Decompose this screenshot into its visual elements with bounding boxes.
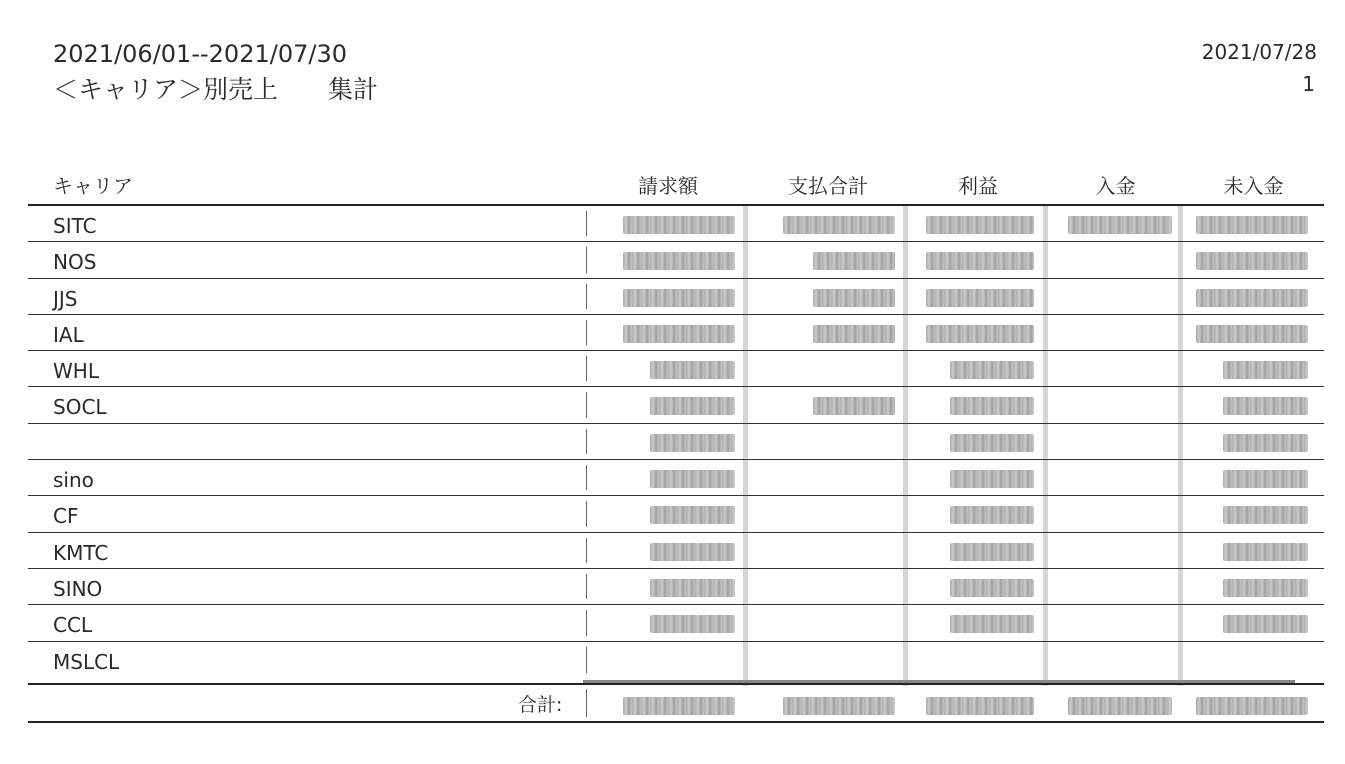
obscured-value <box>1196 325 1308 343</box>
obscured-value <box>650 434 735 452</box>
table-row <box>28 424 1324 460</box>
obscured-value <box>813 289 895 307</box>
row-divider <box>586 211 587 236</box>
column-header-profit: 利益 <box>958 174 998 198</box>
obscured-total <box>926 697 1034 715</box>
obscured-total <box>1068 697 1172 715</box>
column-header-received: 入金 <box>1095 174 1136 198</box>
obscured-value <box>926 216 1034 234</box>
obscured-value <box>1068 216 1172 234</box>
carrier-name: SITC <box>53 214 97 238</box>
table-row <box>28 533 1324 569</box>
date-range: 2021/06/01--2021/07/30 <box>53 40 347 68</box>
column-header-unreceived: 未入金 <box>1223 174 1284 198</box>
obscured-value <box>950 361 1034 379</box>
obscured-value <box>813 325 895 343</box>
row-divider <box>586 610 587 635</box>
carrier-name: NOS <box>53 250 97 275</box>
carrier-name: MSLCL <box>53 649 120 674</box>
obscured-value <box>1196 289 1308 307</box>
table-row <box>28 496 1324 532</box>
obscured-value <box>623 325 735 343</box>
obscured-value <box>1223 361 1308 379</box>
table-row <box>28 351 1324 387</box>
obscured-value <box>650 506 735 524</box>
obscured-value <box>950 579 1034 597</box>
carrier-name: SINO <box>53 576 103 601</box>
carrier-name: CF <box>53 504 79 529</box>
column-header-billed: 請求額 <box>638 174 698 198</box>
obscured-value <box>623 252 735 270</box>
obscured-value <box>950 470 1034 488</box>
obscured-value <box>1196 216 1308 234</box>
obscured-value <box>813 397 895 415</box>
row-divider <box>586 574 587 599</box>
total-label: 合計: <box>518 694 563 716</box>
obscured-value <box>950 506 1034 524</box>
row-divider <box>586 284 587 309</box>
obscured-value <box>1223 397 1308 415</box>
obscured-value <box>623 216 735 234</box>
obscured-value <box>1223 615 1308 633</box>
column-header-payment-total: 支払合計 <box>788 174 868 198</box>
obscured-total <box>623 697 735 715</box>
obscured-value <box>950 397 1034 415</box>
obscured-value <box>783 216 895 234</box>
row-divider <box>586 356 587 381</box>
carrier-name: KMTC <box>53 540 109 565</box>
obscured-total <box>1196 697 1308 715</box>
table-row <box>28 206 1324 242</box>
row-divider <box>586 647 587 673</box>
obscured-value <box>950 543 1034 561</box>
obscured-value <box>650 470 735 488</box>
obscured-value <box>650 615 735 633</box>
row-divider <box>586 689 587 717</box>
row-divider <box>586 465 587 490</box>
row-divider <box>586 429 587 454</box>
row-divider <box>586 392 587 417</box>
page-number: 1 <box>1302 72 1315 96</box>
obscured-value <box>1223 434 1308 452</box>
obscured-value <box>950 434 1034 452</box>
row-divider <box>586 501 587 526</box>
report-title: ＜キャリア＞別売上 集計 <box>53 75 379 104</box>
table-row <box>28 605 1324 641</box>
table-row <box>28 460 1324 496</box>
obscured-value <box>623 289 735 307</box>
carrier-name: WHL <box>53 359 99 384</box>
obscured-total <box>783 697 895 715</box>
obscured-value <box>926 289 1034 307</box>
table-row <box>28 387 1324 423</box>
table-row <box>28 242 1324 278</box>
obscured-value <box>926 252 1034 270</box>
total-row <box>28 683 1324 723</box>
obscured-value <box>1223 470 1308 488</box>
obscured-value <box>1196 252 1308 270</box>
sales-summary-table <box>28 168 1324 678</box>
obscured-value <box>650 543 735 561</box>
obscured-value <box>1223 506 1308 524</box>
column-header-carrier: キャリア <box>53 174 133 198</box>
table-row <box>28 642 1324 678</box>
obscured-value <box>926 325 1034 343</box>
obscured-value <box>1223 543 1308 561</box>
row-divider <box>586 247 587 272</box>
table-row <box>28 279 1324 315</box>
obscured-value <box>650 579 735 597</box>
carrier-name: JJS <box>53 286 78 311</box>
table-row <box>28 569 1324 605</box>
carrier-name: CCL <box>53 613 93 638</box>
obscured-value <box>1223 579 1308 597</box>
carrier-name: SOCL <box>53 395 107 420</box>
table-header <box>28 168 1324 206</box>
row-divider <box>586 320 587 345</box>
obscured-value <box>650 397 735 415</box>
carrier-name: sino <box>53 468 94 493</box>
row-divider <box>586 538 587 563</box>
print-date: 2021/07/28 <box>1201 40 1317 64</box>
carrier-name: IAL <box>53 322 84 347</box>
table-row <box>28 315 1324 351</box>
obscured-value <box>813 252 895 270</box>
obscured-value <box>650 361 735 379</box>
obscured-value <box>950 615 1034 633</box>
